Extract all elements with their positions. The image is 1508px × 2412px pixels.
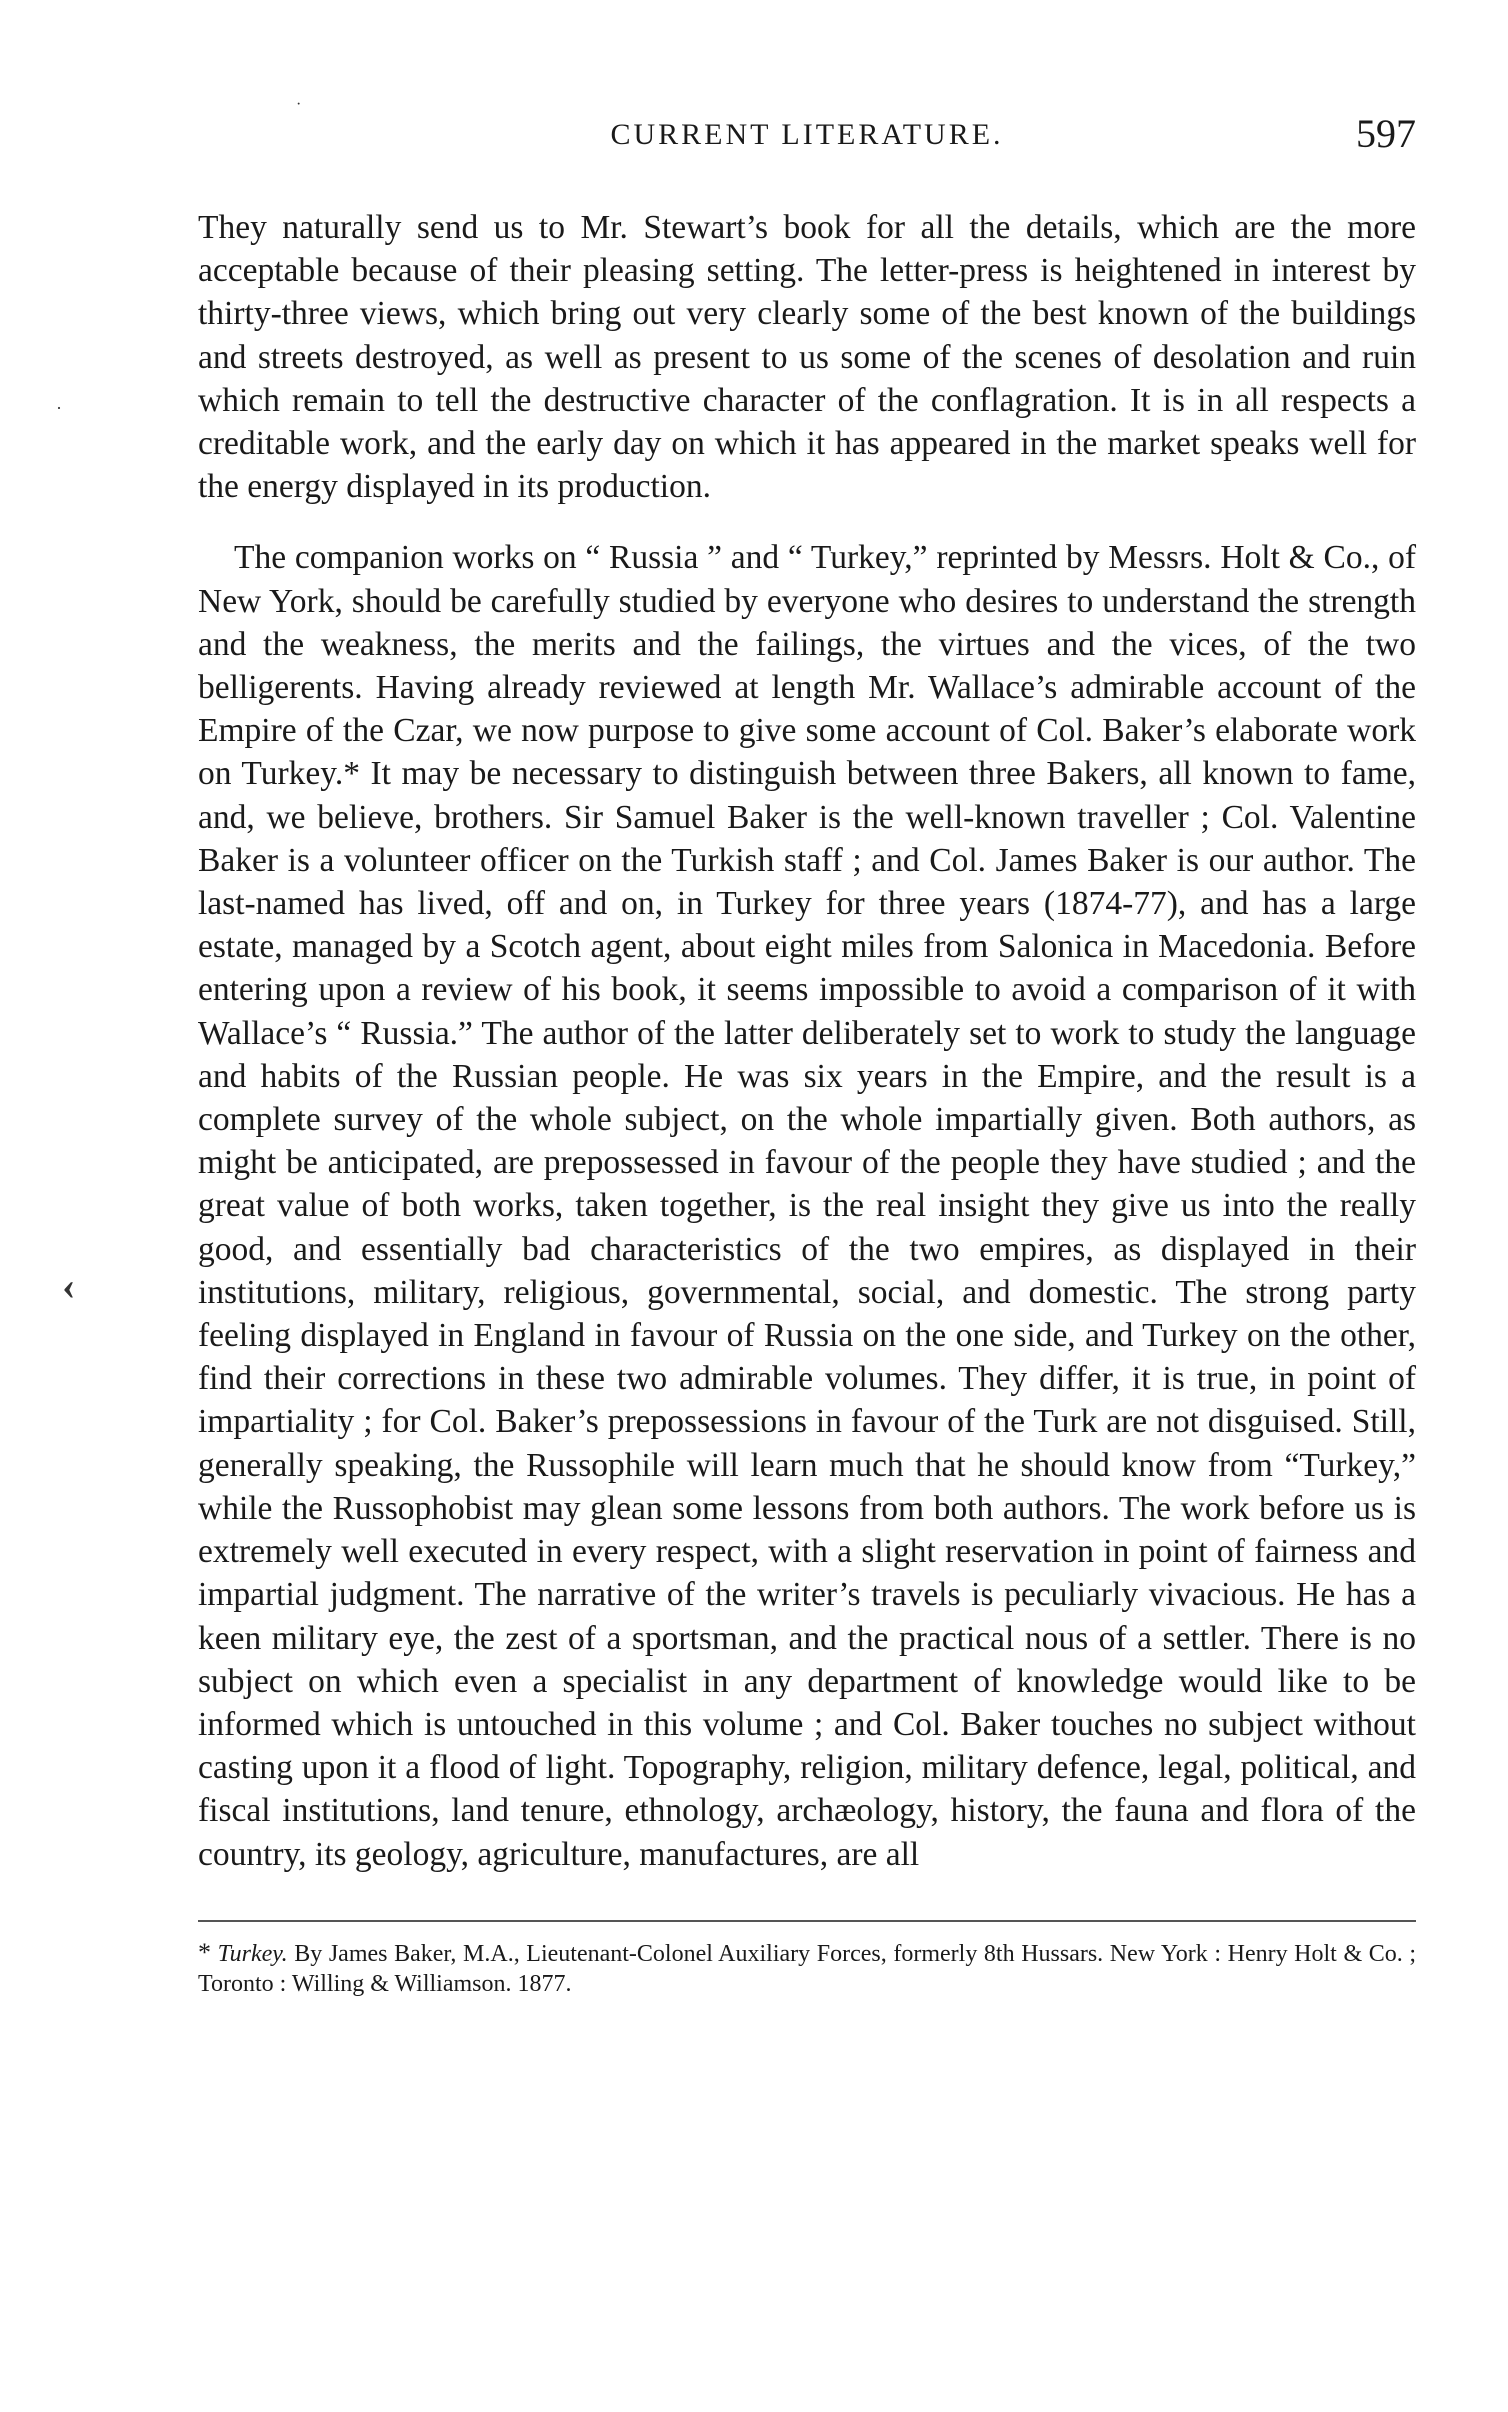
footnote-title: Turkey. [217, 1940, 288, 1967]
footnote-divider [198, 1920, 1416, 1922]
footnote-marker: * [198, 1937, 211, 1967]
footnote [198, 1938, 1416, 1999]
footnote-text: By James Baker, M.A., Lieutenant-Colonel Auxiliary Forces, formerly 8th Hussars. New York : Henry Holt & Co. ; Toronto : Willing & Williamson. 1877. [198, 1940, 1417, 1997]
page-number: 597 [1356, 111, 1416, 156]
running-head [198, 110, 1416, 170]
paragraph: The companion works on “ Russia ” and “ Turkey,” reprinted by Messrs. Holt & Co., of New York, should be carefully studied by everyone who desires to understand the strength and the weakness, the merits and the failings, the virtues and the vices, of the two belligerents. Having already reviewed at length Mr. Wallace’s admirable account of the Empire of the Czar, we now purpose to give some account of Col. Baker’s elaborate work on Turkey.* It may be necessary to distinguish between three Bakers, all known to fame, and, we believe, brothers. Sir Samuel Baker is the well-known traveller ; Col. Valentine Baker is a volunteer officer on the Turkish staff ; and Col. James Baker is our author. The last-named has lived, off and on, in Turkey for three years (1874-77), and has a large estate, managed by a Scotch agent, about eight miles from Salonica in Macedonia. Before entering upon a review of his book, it seems impossible to avoid a comparison of it with Wallace’s “ Russia.” The author of the latter deliberately set to work to study the language and habits of the Russian people. He was six years in the Empire, and the result is a complete survey of the whole subject, on the whole impartially given. Both authors, as might be anticipated, are prepossessed in favour of the people they have studied ; and the great value of both works, taken together, is the real insight they give us into the really good, and essentially bad characteristics of the two empires, as displayed in their institutions, military, religious, governmental, social, and domestic. The strong party feeling displayed in England in favour of Russia on the one side, and Turkey on the other, find their corrections in these two admirable volumes. They differ, it is true, in point of impartiality ; for Col. Baker’s prepossessions in favour of the Turk are not disguised. Still, generally speaking, the Russophile will learn much that he should know from “Turkey,” while the Russophobist may glean some lessons from both authors. The work before us is extremely well executed in every respect, with a slight reservation in point of fairness and impartial judgment. The narrative of the writer’s travels is peculiarly vivacious. He has a keen military eye, the zest of a sportsman, and the practical nous of a settler. There is no subject on which even a specialist in any department of knowledge would like to be informed which is untouched in this volume ; and Col. Baker touches no subject without casting upon it a flood of light. Topography, religion, military defence, legal, political, and fiscal institutions, land tenure, ethnology, archæology, history, the fauna and flora of the country, its geology, agriculture, manufactures, are all [198, 539, 1416, 1873]
running-title: CURRENT LITERATURE. [610, 118, 1004, 151]
stray-ink-mark: · [296, 96, 302, 113]
paragraph: They naturally send us to Mr. Stewart’s book for all the details, which are the more acceptable because of their pleasing setting. The letter-press is heightened in interest by thirty-three views, which bring out very clearly some of the best known of the buildings and streets destroyed, as well as present to us some of the scenes of desolation and ruin which remain to tell the destructive character of the conflagration. It is in all respects a creditable work, and the early day on which it has appeared in the market speaks well for the energy displayed in its production. [198, 209, 1416, 506]
stray-ink-mark: ‹ [62, 1263, 76, 1308]
stray-ink-mark: · [56, 398, 62, 418]
book-page [198, 110, 1416, 1999]
body-text [198, 206, 1416, 1876]
